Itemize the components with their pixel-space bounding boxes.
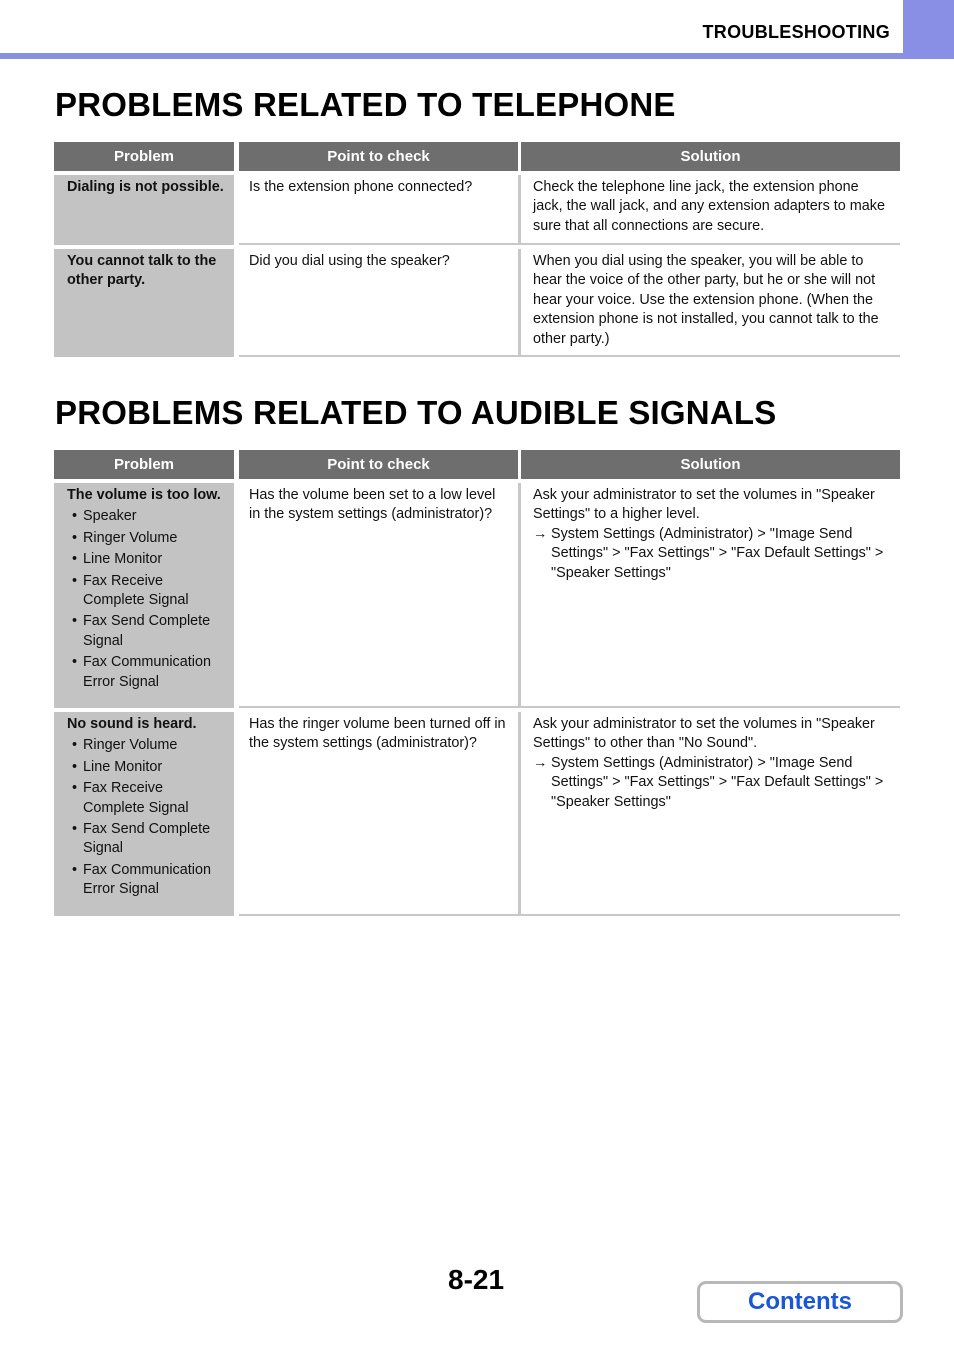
signal-list bbox=[67, 507, 226, 692]
problem-cell bbox=[54, 712, 234, 916]
settings-path-text: System Settings (Administrator) > "Image Send Settings" > "Fax Settings" > "Fax Default Settings" > "Speaker Settings" bbox=[551, 525, 884, 581]
solution-cell: Check the telephone line jack, the extension phone jack, the wall jack, and any extension adapters to make sure that all connections are secure. bbox=[521, 175, 900, 245]
solution-cell bbox=[521, 712, 900, 916]
table-header-row bbox=[54, 142, 900, 171]
list-item: • Fax Receive Complete Signal bbox=[67, 779, 226, 818]
column-header-solution: Solution bbox=[521, 450, 900, 479]
list-item: • Fax Communication Error Signal bbox=[67, 861, 226, 900]
solution-text: Ask your administrator to set the volumes in "Speaker Settings" to other than "No Sound". bbox=[533, 716, 875, 752]
list-item: • Line Monitor bbox=[67, 550, 226, 569]
telephone-section-title: PROBLEMS RELATED TO TELEPHONE bbox=[55, 86, 676, 123]
list-item: • Speaker bbox=[67, 507, 226, 526]
table-header-row bbox=[54, 450, 900, 479]
column-header-problem: Problem bbox=[54, 450, 234, 479]
table-row bbox=[54, 483, 900, 708]
header-tab bbox=[903, 0, 954, 59]
table-row bbox=[54, 175, 900, 245]
table-row bbox=[54, 249, 900, 357]
problem-cell: Dialing is not possible. bbox=[54, 175, 234, 245]
point-cell: Is the extension phone connected? bbox=[239, 175, 518, 245]
list-item: • Ringer Volume bbox=[67, 529, 226, 548]
telephone-table bbox=[54, 142, 900, 357]
audible-section-title: PROBLEMS RELATED TO AUDIBLE SIGNALS bbox=[55, 394, 777, 431]
column-header-problem: Problem bbox=[54, 142, 234, 171]
problem-cell: You cannot talk to the other party. bbox=[54, 249, 234, 357]
list-item: • Ringer Volume bbox=[67, 736, 226, 755]
solution-cell bbox=[521, 483, 900, 708]
point-cell: Did you dial using the speaker? bbox=[239, 249, 518, 357]
table-row bbox=[54, 712, 900, 916]
point-cell: Has the ringer volume been turned off in the system settings (administrator)? bbox=[239, 712, 518, 916]
arrow-right-icon: → bbox=[533, 525, 548, 542]
column-header-point: Point to check bbox=[239, 450, 518, 479]
contents-button[interactable]: Contents bbox=[697, 1281, 903, 1323]
list-item: • Fax Receive Complete Signal bbox=[67, 572, 226, 611]
signal-list bbox=[67, 736, 226, 899]
settings-path-text: System Settings (Administrator) > "Image Send Settings" > "Fax Settings" > "Fax Default Settings" > "Speaker Settings" bbox=[551, 754, 884, 810]
solution-cell: When you dial using the speaker, you will be able to hear the voice of the other party, but he or she will not hear your voice. Use the extension phone. (When the extension phone is not installed, you cannot talk to the other party.) bbox=[521, 249, 900, 357]
arrow-right-icon: → bbox=[533, 754, 548, 771]
list-item: • Fax Communication Error Signal bbox=[67, 653, 226, 692]
problem-heading: No sound is heard. bbox=[67, 716, 197, 732]
page-number: 8-21 bbox=[448, 1264, 505, 1295]
problem-heading: The volume is too low. bbox=[67, 487, 221, 503]
settings-path bbox=[533, 754, 888, 812]
list-item: • Fax Send Complete Signal bbox=[67, 612, 226, 651]
header-section-label: TROUBLESHOOTING bbox=[702, 22, 890, 42]
header-bar bbox=[0, 53, 954, 59]
column-header-solution: Solution bbox=[521, 142, 900, 171]
list-item: • Fax Send Complete Signal bbox=[67, 820, 226, 859]
column-header-point: Point to check bbox=[239, 142, 518, 171]
list-item: • Line Monitor bbox=[67, 758, 226, 777]
audible-table bbox=[54, 450, 900, 916]
solution-text: Ask your administrator to set the volumes in "Speaker Settings" to a higher level. bbox=[533, 487, 875, 523]
point-cell: Has the volume been set to a low level in the system settings (administrator)? bbox=[239, 483, 518, 708]
settings-path bbox=[533, 525, 888, 583]
problem-cell bbox=[54, 483, 234, 708]
